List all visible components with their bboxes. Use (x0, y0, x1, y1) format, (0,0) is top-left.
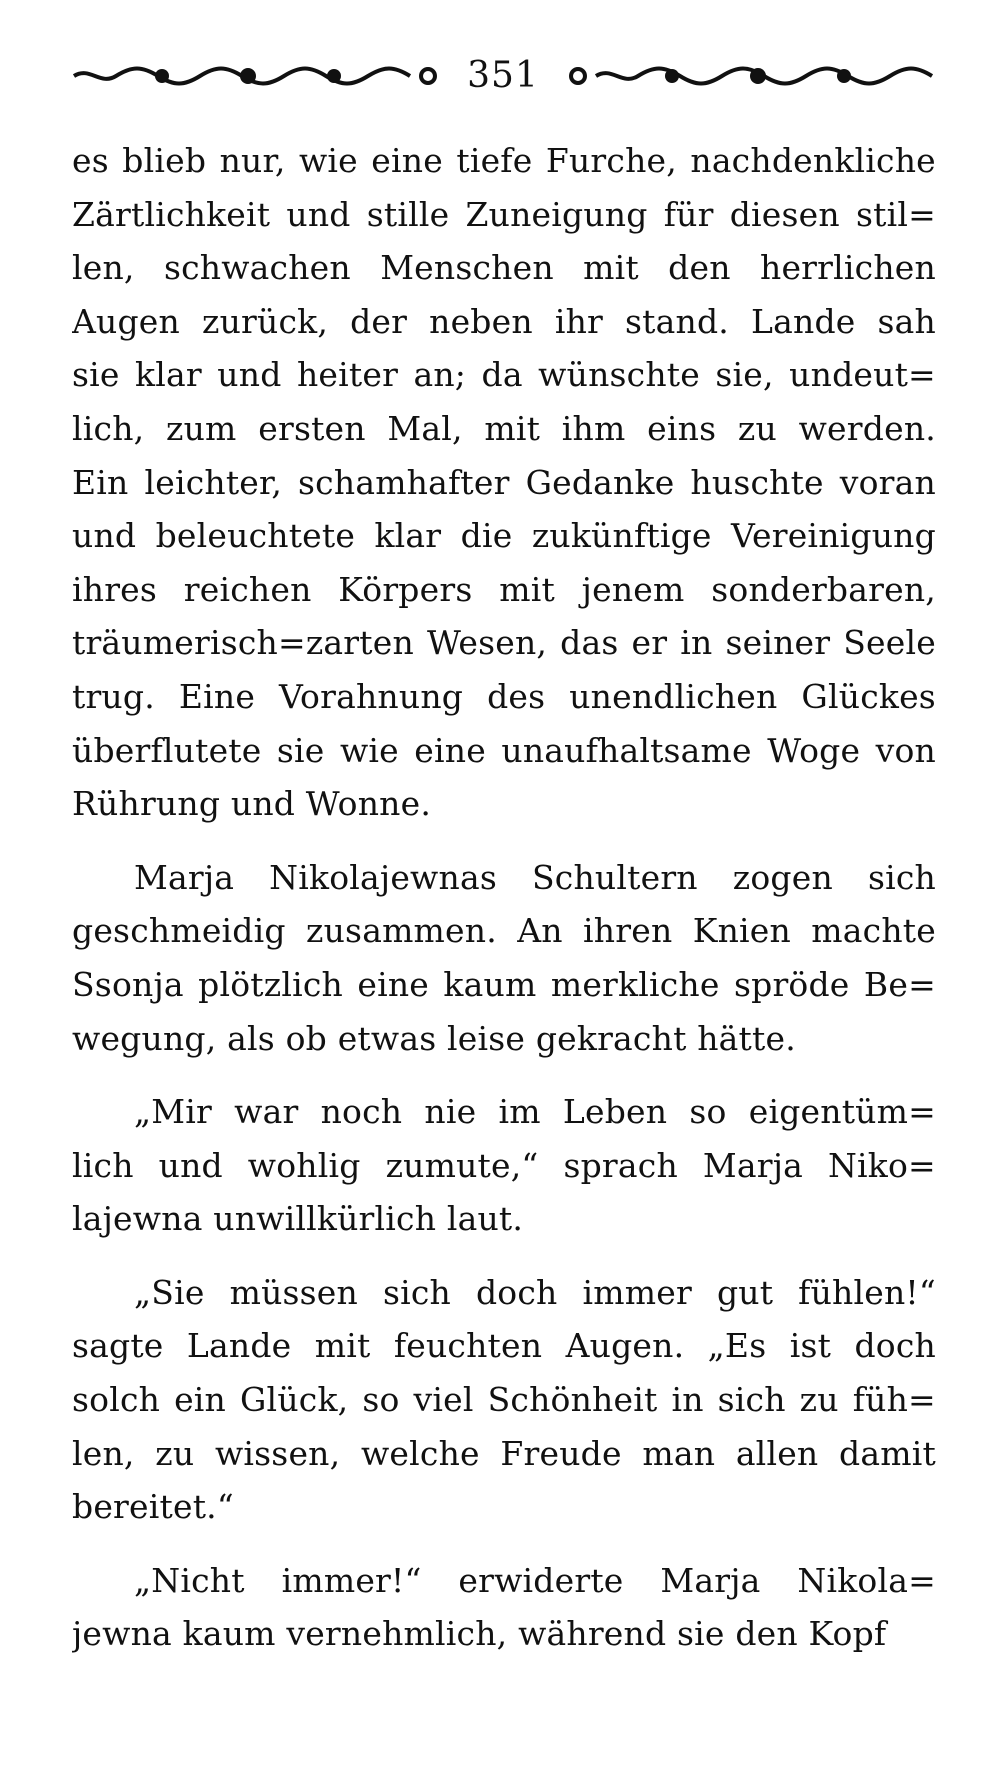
word: Leben (562, 1092, 668, 1132)
word: eine (357, 964, 430, 1004)
word: ersten (258, 408, 366, 448)
page-header (70, 52, 936, 100)
word: mit (484, 408, 541, 448)
word: Gedanke (525, 462, 675, 502)
word: ob (285, 1018, 338, 1058)
word: in (680, 623, 713, 663)
word: reichen (183, 569, 312, 609)
text-line (72, 1427, 936, 1481)
word: wegung, (72, 1018, 228, 1058)
text-line (72, 188, 936, 242)
word: Seele (843, 623, 936, 663)
word: plötzlich (198, 964, 343, 1004)
word: unaufhaltsame (501, 730, 752, 770)
word: zurück, (202, 301, 329, 341)
word: träumerisch=zarten (72, 623, 414, 663)
word: kaum (443, 964, 537, 1004)
paragraph (72, 851, 936, 1065)
word: Schönheit (487, 1380, 658, 1420)
word: Furche, (545, 141, 677, 180)
word: füh= (852, 1380, 936, 1420)
text-line (72, 456, 936, 510)
word: stille (366, 194, 450, 234)
word: müssen (229, 1272, 358, 1312)
word: so (689, 1092, 727, 1132)
word: in (671, 1380, 704, 1420)
word: als (227, 1018, 286, 1058)
word: feuchten (393, 1326, 543, 1366)
word: neben (429, 301, 533, 341)
word: wissen, (214, 1433, 341, 1473)
word: schamhafter (298, 462, 510, 502)
word: des (487, 676, 546, 716)
word: jenem (581, 569, 685, 609)
text-line (72, 348, 936, 402)
word: eine (371, 141, 443, 180)
word: leise (447, 1018, 536, 1058)
word: mit (583, 248, 639, 288)
word: nachdenkliche (690, 141, 936, 180)
word: Marja (134, 857, 235, 897)
word: gekracht (535, 1018, 698, 1058)
word: Lande (186, 1326, 292, 1366)
word: allen (735, 1433, 819, 1473)
word: er (631, 623, 668, 663)
page-number: 351 (467, 55, 539, 96)
word: vernehmlich, (286, 1614, 519, 1654)
word: während (518, 1614, 678, 1654)
word: tiefe (456, 141, 533, 180)
word: viel (413, 1380, 474, 1420)
word: gut (716, 1272, 774, 1312)
word: und (72, 516, 137, 556)
word: doch (854, 1326, 936, 1366)
word: „Sie (134, 1272, 205, 1312)
word: Mal, (387, 408, 463, 448)
word: zu (799, 1380, 839, 1420)
text-line (72, 1012, 936, 1066)
word: so (362, 1380, 400, 1420)
text-line (72, 724, 936, 778)
word: unwillkürlich (213, 1199, 447, 1239)
word: beleuchtete (155, 516, 356, 556)
word: sie (72, 355, 120, 395)
word: doch (475, 1272, 558, 1312)
text-line (72, 563, 936, 617)
word: huschte (690, 462, 824, 502)
word: An (517, 911, 563, 951)
word: Zuneigung (465, 194, 648, 234)
word: damit (839, 1433, 936, 1473)
word: erwiderte (458, 1560, 624, 1600)
word: zum (166, 408, 237, 448)
word: wünschte (538, 355, 700, 395)
word: Augen. (565, 1326, 685, 1366)
word: die (460, 516, 513, 556)
word: im (498, 1092, 541, 1132)
text-line (72, 958, 936, 1012)
word: Menschen (380, 248, 554, 288)
word: werden. (798, 408, 936, 448)
word: kaum (182, 1614, 287, 1654)
word: ihres (72, 569, 158, 609)
word: Eine (178, 676, 256, 716)
word: das (560, 623, 619, 663)
word: blieb (122, 141, 207, 180)
word: wie (298, 141, 358, 180)
word: zu (155, 1433, 195, 1473)
word: zukünftige (531, 516, 712, 556)
word: Schultern (531, 857, 698, 897)
text-line (72, 1373, 936, 1427)
word: zu (737, 408, 777, 448)
word: spröde (733, 964, 850, 1004)
word: bereitet.“ (72, 1487, 234, 1527)
word: trug. (72, 676, 155, 716)
word: voran (839, 462, 936, 502)
word: und (158, 1145, 223, 1185)
word: hätte. (697, 1018, 796, 1058)
word: eine (414, 730, 486, 770)
word: etwas (337, 1018, 448, 1058)
word: ist (789, 1326, 832, 1366)
word: eigentüm= (748, 1092, 936, 1132)
word: und (230, 784, 306, 824)
word: überflutete (72, 730, 262, 770)
word: merkliche (550, 964, 720, 1004)
word: jewna (72, 1614, 183, 1654)
text-line (72, 1139, 936, 1193)
word: ihr (554, 301, 604, 341)
word: geschmeidig (72, 911, 286, 951)
word: Woge (767, 730, 861, 770)
paragraph (72, 134, 936, 831)
word: Marja (702, 1145, 804, 1185)
word: Glückes (801, 676, 936, 716)
word: „Nicht (134, 1560, 245, 1600)
word: zusammen. (306, 911, 497, 951)
word: wie (339, 730, 399, 770)
word: immer!“ (281, 1560, 422, 1600)
word: heiter (296, 355, 399, 395)
word: lajewna (72, 1199, 214, 1239)
word: nur, (219, 141, 286, 180)
word: Vereinigung (731, 516, 936, 556)
word: len, (72, 248, 135, 288)
word: eins (647, 408, 717, 448)
word: Niko= (827, 1145, 936, 1185)
word: Wonne. (305, 784, 432, 824)
word: fühlen!“ (798, 1272, 936, 1312)
word: stil= (855, 194, 936, 234)
text-line (72, 777, 936, 831)
word: stand. (625, 301, 729, 341)
word: mit (314, 1326, 371, 1366)
word: und (286, 194, 351, 234)
text-line (72, 616, 936, 670)
word: von (875, 730, 936, 770)
word: sich (867, 857, 936, 897)
word: Be= (863, 964, 936, 1004)
word: unendlichen (569, 676, 778, 716)
word: den (735, 1614, 809, 1654)
word: machte (811, 911, 936, 951)
word: und (217, 355, 282, 395)
word: schwachen (163, 248, 351, 288)
word: lich, (72, 408, 145, 448)
text-line (72, 1192, 936, 1246)
text-line (72, 904, 936, 958)
word: noch (320, 1092, 403, 1132)
paragraph (72, 1554, 936, 1661)
word: für (663, 194, 714, 234)
text-line (72, 241, 936, 295)
word: ihren (583, 911, 673, 951)
word: nie (424, 1092, 477, 1132)
word: man (642, 1433, 716, 1473)
word: lich (72, 1145, 134, 1185)
word: sprach (563, 1145, 678, 1185)
word: sah (877, 301, 936, 341)
word: seiner (725, 623, 831, 663)
word: Wesen, (426, 623, 548, 663)
text-line (72, 1480, 936, 1534)
word: mit (499, 569, 555, 609)
word: Glück, (240, 1380, 349, 1420)
word: sich (382, 1272, 451, 1312)
word: leichter, (144, 462, 283, 502)
word: Lande (751, 301, 856, 341)
word: „Mir (134, 1092, 213, 1132)
text-line (72, 1607, 936, 1661)
text-line (72, 851, 936, 905)
word: „Es (707, 1326, 767, 1366)
ornament-right-icon (566, 64, 936, 88)
text-line (72, 295, 936, 349)
text-line (72, 134, 936, 188)
word: Zärtlichkeit (72, 194, 271, 234)
word: Rührung (72, 784, 231, 824)
paragraph-gap (72, 1534, 936, 1554)
word: sich (717, 1380, 786, 1420)
paragraph-gap (72, 1246, 936, 1266)
word: klar (135, 355, 202, 395)
word: welche (360, 1433, 480, 1473)
word: den (668, 248, 731, 288)
word: ein (174, 1380, 227, 1420)
body-text (72, 134, 936, 1661)
text-line (72, 509, 936, 563)
word: sagte (72, 1326, 164, 1366)
paragraph-gap (72, 1065, 936, 1085)
word: Augen (72, 301, 180, 341)
text-line (72, 1085, 936, 1139)
word: Körpers (338, 569, 473, 609)
word: Marja (660, 1560, 761, 1600)
paragraph-gap (72, 831, 936, 851)
word: Nikola= (797, 1560, 936, 1600)
word: Ssonja (72, 964, 184, 1004)
word: sonderbaren, (711, 569, 936, 609)
word: Knien (692, 911, 791, 951)
word: herrlichen (760, 248, 936, 288)
word: es (72, 141, 109, 180)
word: war (234, 1092, 299, 1132)
paragraph (72, 1266, 936, 1534)
ornament-left-icon (70, 64, 440, 88)
word: klar (374, 516, 442, 556)
word: wohlig (247, 1145, 361, 1185)
paragraph (72, 1085, 936, 1246)
word: zumute,“ (385, 1145, 539, 1185)
text-line (72, 670, 936, 724)
word: undeut= (789, 355, 936, 395)
word: sie, (715, 355, 774, 395)
word: ihm (561, 408, 626, 448)
word: Vorahnung (279, 676, 464, 716)
word: an; (413, 355, 467, 395)
text-line (72, 1319, 936, 1373)
word: len, (72, 1433, 135, 1473)
word: Nikolajewnas (269, 857, 497, 897)
text-line (72, 1554, 936, 1608)
text-line (72, 402, 936, 456)
word: zogen (732, 857, 833, 897)
word: Ein (72, 462, 129, 502)
text-line (72, 1266, 936, 1320)
word: da (481, 355, 523, 395)
word: der (350, 301, 408, 341)
word: sie (276, 730, 325, 770)
word: Kopf (808, 1614, 887, 1654)
word: diesen (729, 194, 840, 234)
word: immer (582, 1272, 692, 1312)
word: laut. (446, 1199, 524, 1239)
word: sie (677, 1614, 736, 1654)
word: Freude (500, 1433, 622, 1473)
word: solch (72, 1380, 161, 1420)
